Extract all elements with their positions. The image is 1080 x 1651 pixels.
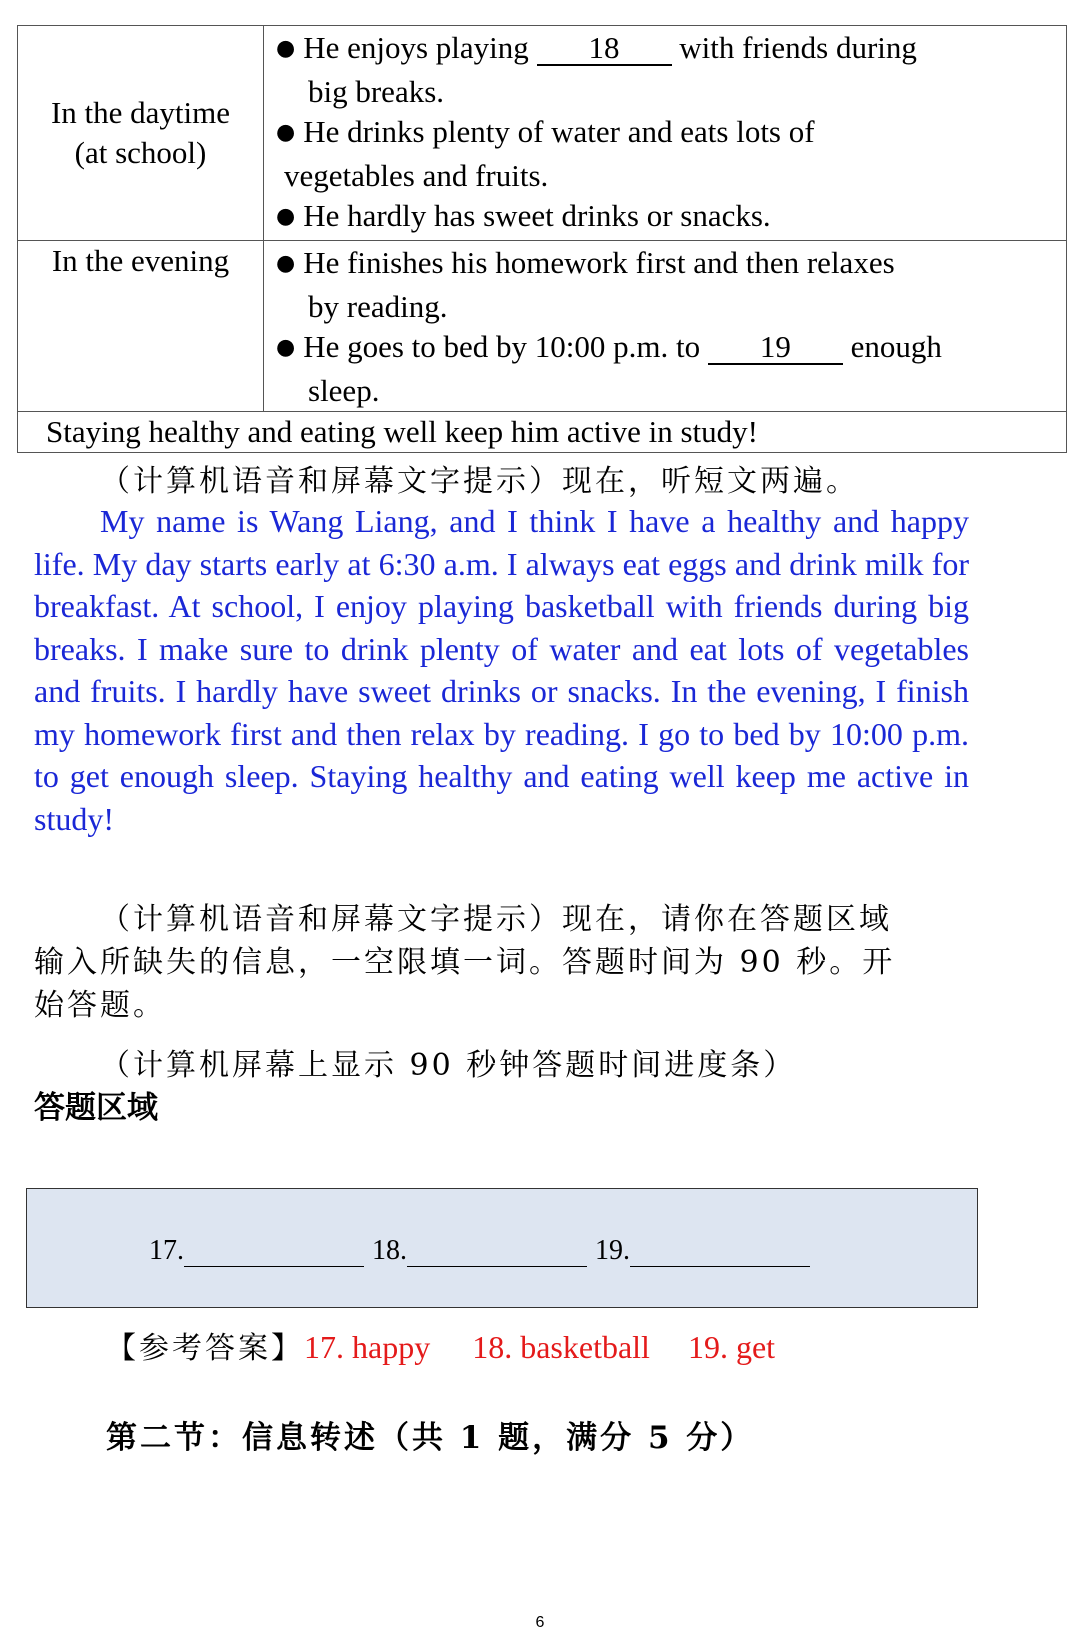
bullet-icon: ● <box>276 120 296 145</box>
answer-slot-17[interactable]: 17. <box>149 1235 364 1267</box>
prompt-answer: （计算机语音和屏幕文字提示）现在，请你在答题区域 输入所缺失的信息，一空限填一词。答题时间为 90 秒。开 始答题。 <box>34 902 896 1023</box>
bullet-icon: ● <box>276 251 296 276</box>
prompt-progress: （计算机屏幕上显示 90 秒钟答题时间进度条） <box>100 1048 797 1083</box>
answer-area-title: 答题区域 <box>34 1090 158 1126</box>
page-number: 6 <box>535 1614 545 1631</box>
prompt-listen: （计算机语音和屏幕文字提示）现在，听短文两遍。 <box>100 464 859 499</box>
label-daytime: In the daytime <box>50 95 231 130</box>
bullet-item: ● He enjoys playing 18 with friends during <box>276 30 917 65</box>
section-title: 第二节：信息转述（共 1 题，满分 5 分） <box>106 1420 755 1456</box>
blank-19: 19 <box>708 331 843 365</box>
table-row-footer <box>18 412 1067 453</box>
table-row-daytime <box>18 26 1067 241</box>
label-cell-daytime <box>18 26 264 241</box>
answer-input-18[interactable] <box>407 1238 587 1267</box>
table-footer: Staying healthy and eating well keep him active in study! <box>18 412 1067 453</box>
blank-18: 18 <box>537 32 672 66</box>
label-evening: In the evening <box>51 243 230 278</box>
bullet-item: ● He goes to bed by 10:00 p.m. to 19 enough <box>276 329 942 364</box>
label-at-school: (at school) <box>74 135 207 170</box>
answer-area <box>26 1188 978 1308</box>
bullet-item: ● He finishes his homework first and then relaxes <box>276 245 895 280</box>
answer-19: 19. get <box>687 1329 776 1365</box>
label-cell-evening <box>18 241 264 412</box>
answer-input-19[interactable] <box>630 1238 810 1267</box>
listening-script: My name is Wang Liang, and I think I have a healthy and happy life. My day starts early at 6:30 a.m. I always eat eggs and drink milk for breakfast. At school, I enjoy playing basketball with friends during big breaks. I make sure to drink plenty of water and eat lots of vegetables and fruits. I hardly have sweet drinks or snacks. In the evening, I finish my homework first and then relax by reading. I go to bed by 10:00 p.m. to get enough sleep. Staying healthy and eating well keep me active in study! <box>34 503 969 837</box>
answer-input-17[interactable] <box>184 1238 364 1267</box>
info-table <box>17 25 1067 453</box>
bullet-icon: ● <box>276 335 296 360</box>
answer-slot-19[interactable]: 19. <box>595 1235 810 1267</box>
bullet-icon: ● <box>276 204 296 229</box>
answer-17: 17. happy <box>304 1329 431 1365</box>
table-row-evening <box>18 241 1067 412</box>
content-cell-daytime: ● He enjoys playing 18 with friends during big breaks. ● He drinks plenty of water and eats lots of vegetables and fruits. ● He hardly has sweet drinks or snacks. <box>264 26 1067 241</box>
bullet-icon: ● <box>276 36 296 61</box>
reference-answers <box>106 1323 775 1367</box>
bullet-item: ● He hardly has sweet drinks or snacks. <box>276 198 771 233</box>
answer-18: 18. basketball <box>472 1329 650 1365</box>
bullet-item: ● He drinks plenty of water and eats lots of <box>276 114 815 149</box>
answer-slot-18[interactable]: 18. <box>372 1235 587 1267</box>
content-cell-evening: ● He finishes his homework first and then relaxes by reading. ● He goes to bed by 10:00 p.m. to 19 enough sleep. <box>264 241 1067 412</box>
reference-answers-label: 【参考答案】 <box>106 1331 304 1366</box>
